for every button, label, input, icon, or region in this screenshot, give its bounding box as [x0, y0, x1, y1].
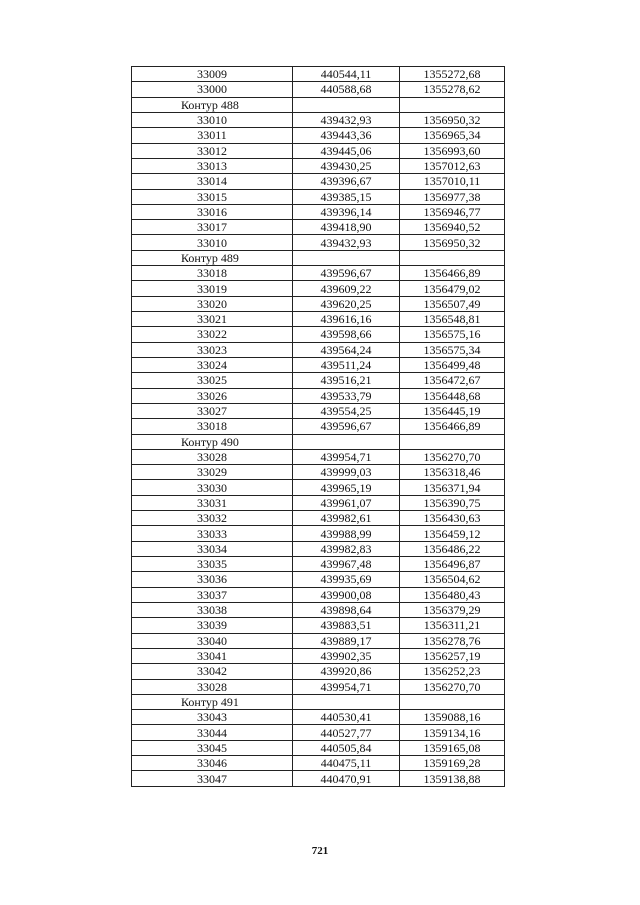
- x-coordinate-cell: 439920,86: [293, 664, 400, 679]
- y-coordinate-cell: 1356486,22: [400, 541, 505, 556]
- point-number-cell: 33018: [132, 266, 293, 281]
- table-row: [132, 327, 505, 342]
- point-number-cell: 33023: [132, 342, 293, 357]
- y-coordinate-cell: 1356504,62: [400, 572, 505, 587]
- contour-name-cell: Контур 490: [132, 434, 293, 449]
- x-coordinate-cell: 439418,90: [293, 220, 400, 235]
- y-coordinate-cell: 1357012,63: [400, 158, 505, 173]
- y-coordinate-cell: 1356448,68: [400, 388, 505, 403]
- x-coordinate-cell: 439596,67: [293, 419, 400, 434]
- x-coordinate-cell: 439898,64: [293, 602, 400, 617]
- table-row: [132, 756, 505, 771]
- point-number-cell: 33032: [132, 511, 293, 526]
- y-coordinate-cell: 1356946,77: [400, 204, 505, 219]
- table-row: [132, 312, 505, 327]
- point-number-cell: 33030: [132, 480, 293, 495]
- point-number-cell: 33009: [132, 67, 293, 82]
- point-number-cell: 33027: [132, 403, 293, 418]
- contour-header-row: [132, 250, 505, 265]
- y-cell: [400, 434, 505, 449]
- x-coordinate-cell: 439889,17: [293, 633, 400, 648]
- y-coordinate-cell: 1356479,02: [400, 281, 505, 296]
- point-number-cell: 33025: [132, 373, 293, 388]
- coordinates-table: [131, 66, 505, 787]
- table-row: [132, 189, 505, 204]
- point-number-cell: 33014: [132, 174, 293, 189]
- contour-header-row: [132, 97, 505, 112]
- y-coordinate-cell: 1356472,67: [400, 373, 505, 388]
- x-coordinate-cell: 440475,11: [293, 756, 400, 771]
- point-number-cell: 33042: [132, 664, 293, 679]
- table-row: [132, 403, 505, 418]
- point-number-cell: 33017: [132, 220, 293, 235]
- x-coordinate-cell: 439961,07: [293, 495, 400, 510]
- x-coordinate-cell: 439385,15: [293, 189, 400, 204]
- x-coordinate-cell: 439443,36: [293, 128, 400, 143]
- x-coordinate-cell: 439432,93: [293, 235, 400, 250]
- point-number-cell: 33040: [132, 633, 293, 648]
- y-coordinate-cell: 1356480,43: [400, 587, 505, 602]
- x-coordinate-cell: 439954,71: [293, 449, 400, 464]
- x-coordinate-cell: 439883,51: [293, 618, 400, 633]
- y-coordinate-cell: 1356466,89: [400, 266, 505, 281]
- y-coordinate-cell: 1356548,81: [400, 312, 505, 327]
- table-row: [132, 511, 505, 526]
- table-row: [132, 373, 505, 388]
- x-cell: [293, 97, 400, 112]
- point-number-cell: 33046: [132, 756, 293, 771]
- x-coordinate-cell: 439954,71: [293, 679, 400, 694]
- x-coordinate-cell: 439445,06: [293, 143, 400, 158]
- x-coordinate-cell: 439564,24: [293, 342, 400, 357]
- x-coordinate-cell: 439999,03: [293, 465, 400, 480]
- x-coordinate-cell: 439900,08: [293, 587, 400, 602]
- y-coordinate-cell: 1356445,19: [400, 403, 505, 418]
- table-row: [132, 112, 505, 127]
- point-number-cell: 33012: [132, 143, 293, 158]
- point-number-cell: 33018: [132, 419, 293, 434]
- point-number-cell: 33038: [132, 602, 293, 617]
- y-coordinate-cell: 1356252,23: [400, 664, 505, 679]
- table-row: [132, 419, 505, 434]
- x-coordinate-cell: 440527,77: [293, 725, 400, 740]
- point-number-cell: 33047: [132, 771, 293, 786]
- y-coordinate-cell: 1356496,87: [400, 557, 505, 572]
- point-number-cell: 33034: [132, 541, 293, 556]
- table-row: [132, 342, 505, 357]
- point-number-cell: 33044: [132, 725, 293, 740]
- point-number-cell: 33013: [132, 158, 293, 173]
- y-coordinate-cell: 1359165,08: [400, 740, 505, 755]
- table-row: [132, 541, 505, 556]
- y-coordinate-cell: 1356575,16: [400, 327, 505, 342]
- point-number-cell: 33000: [132, 82, 293, 97]
- y-coordinate-cell: 1359138,88: [400, 771, 505, 786]
- point-number-cell: 33043: [132, 710, 293, 725]
- table-row: [132, 480, 505, 495]
- y-coordinate-cell: 1356499,48: [400, 357, 505, 372]
- x-coordinate-cell: 439430,25: [293, 158, 400, 173]
- x-coordinate-cell: 440530,41: [293, 710, 400, 725]
- y-coordinate-cell: 1356459,12: [400, 526, 505, 541]
- table-row: [132, 572, 505, 587]
- y-coordinate-cell: 1356993,60: [400, 143, 505, 158]
- table-row: [132, 710, 505, 725]
- table-row: [132, 633, 505, 648]
- y-coordinate-cell: 1356278,76: [400, 633, 505, 648]
- point-number-cell: 33031: [132, 495, 293, 510]
- table-row: [132, 204, 505, 219]
- y-coordinate-cell: 1356430,63: [400, 511, 505, 526]
- x-coordinate-cell: 439616,16: [293, 312, 400, 327]
- point-number-cell: 33020: [132, 296, 293, 311]
- table-row: [132, 388, 505, 403]
- y-coordinate-cell: 1359088,16: [400, 710, 505, 725]
- x-coordinate-cell: 439511,24: [293, 357, 400, 372]
- y-coordinate-cell: 1356950,32: [400, 112, 505, 127]
- x-coordinate-cell: 439596,67: [293, 266, 400, 281]
- x-coordinate-cell: 439396,67: [293, 174, 400, 189]
- table-row: [132, 281, 505, 296]
- y-coordinate-cell: 1356977,38: [400, 189, 505, 204]
- point-number-cell: 33021: [132, 312, 293, 327]
- table-row: [132, 587, 505, 602]
- point-number-cell: 33015: [132, 189, 293, 204]
- contour-name-cell: Контур 488: [132, 97, 293, 112]
- x-coordinate-cell: 439554,25: [293, 403, 400, 418]
- table-row: [132, 618, 505, 633]
- table-row: [132, 357, 505, 372]
- page-number: 721: [311, 845, 329, 857]
- x-coordinate-cell: 439988,99: [293, 526, 400, 541]
- point-number-cell: 33019: [132, 281, 293, 296]
- table-row: [132, 67, 505, 82]
- table-row: [132, 771, 505, 786]
- x-coordinate-cell: 439516,21: [293, 373, 400, 388]
- x-coordinate-cell: 439533,79: [293, 388, 400, 403]
- point-number-cell: 33035: [132, 557, 293, 572]
- y-coordinate-cell: 1356270,70: [400, 449, 505, 464]
- table-row: [132, 235, 505, 250]
- x-coordinate-cell: 439598,66: [293, 327, 400, 342]
- y-cell: [400, 97, 505, 112]
- table-row: [132, 664, 505, 679]
- point-number-cell: 33026: [132, 388, 293, 403]
- y-coordinate-cell: 1356507,49: [400, 296, 505, 311]
- y-coordinate-cell: 1356379,29: [400, 602, 505, 617]
- table-row: [132, 526, 505, 541]
- table-row: [132, 465, 505, 480]
- x-coordinate-cell: 440588,68: [293, 82, 400, 97]
- point-number-cell: 33016: [132, 204, 293, 219]
- x-coordinate-cell: 439396,14: [293, 204, 400, 219]
- table-row: [132, 679, 505, 694]
- y-coordinate-cell: 1356371,94: [400, 480, 505, 495]
- point-number-cell: 33033: [132, 526, 293, 541]
- point-number-cell: 33011: [132, 128, 293, 143]
- table-row: [132, 158, 505, 173]
- x-coordinate-cell: 439620,25: [293, 296, 400, 311]
- y-coordinate-cell: 1357010,11: [400, 174, 505, 189]
- point-number-cell: 33029: [132, 465, 293, 480]
- point-number-cell: 33037: [132, 587, 293, 602]
- point-number-cell: 33028: [132, 449, 293, 464]
- x-coordinate-cell: 439982,83: [293, 541, 400, 556]
- point-number-cell: 33036: [132, 572, 293, 587]
- table-row: [132, 266, 505, 281]
- table-row: [132, 449, 505, 464]
- point-number-cell: 33022: [132, 327, 293, 342]
- y-coordinate-cell: 1359134,16: [400, 725, 505, 740]
- y-coordinate-cell: 1356950,32: [400, 235, 505, 250]
- y-coordinate-cell: 1356466,89: [400, 419, 505, 434]
- x-coordinate-cell: 440505,84: [293, 740, 400, 755]
- table-row: [132, 648, 505, 663]
- y-cell: [400, 694, 505, 709]
- x-coordinate-cell: 440544,11: [293, 67, 400, 82]
- x-coordinate-cell: 439432,93: [293, 112, 400, 127]
- point-number-cell: 33039: [132, 618, 293, 633]
- point-number-cell: 33041: [132, 648, 293, 663]
- y-coordinate-cell: 1356965,34: [400, 128, 505, 143]
- table-row: [132, 296, 505, 311]
- x-coordinate-cell: 439935,69: [293, 572, 400, 587]
- contour-name-cell: Контур 491: [132, 694, 293, 709]
- point-number-cell: 33024: [132, 357, 293, 372]
- table-row: [132, 557, 505, 572]
- y-coordinate-cell: 1359169,28: [400, 756, 505, 771]
- point-number-cell: 33028: [132, 679, 293, 694]
- point-number-cell: 33010: [132, 235, 293, 250]
- point-number-cell: 33010: [132, 112, 293, 127]
- x-coordinate-cell: 439902,35: [293, 648, 400, 663]
- contour-header-row: [132, 434, 505, 449]
- x-coordinate-cell: 439982,61: [293, 511, 400, 526]
- y-coordinate-cell: 1356390,75: [400, 495, 505, 510]
- x-cell: [293, 250, 400, 265]
- x-cell: [293, 694, 400, 709]
- x-cell: [293, 434, 400, 449]
- point-number-cell: 33045: [132, 740, 293, 755]
- table-row: [132, 82, 505, 97]
- contour-name-cell: Контур 489: [132, 250, 293, 265]
- table-row: [132, 174, 505, 189]
- table-row: [132, 143, 505, 158]
- contour-header-row: [132, 694, 505, 709]
- x-coordinate-cell: 439609,22: [293, 281, 400, 296]
- coordinates-table-body: [132, 67, 505, 787]
- table-row: [132, 740, 505, 755]
- y-coordinate-cell: 1356311,21: [400, 618, 505, 633]
- y-coordinate-cell: 1356940,52: [400, 220, 505, 235]
- y-coordinate-cell: 1355278,62: [400, 82, 505, 97]
- y-coordinate-cell: 1356257,19: [400, 648, 505, 663]
- y-cell: [400, 250, 505, 265]
- table-row: [132, 495, 505, 510]
- y-coordinate-cell: 1356270,70: [400, 679, 505, 694]
- table-row: [132, 602, 505, 617]
- table-row: [132, 725, 505, 740]
- x-coordinate-cell: 440470,91: [293, 771, 400, 786]
- x-coordinate-cell: 439967,48: [293, 557, 400, 572]
- table-row: [132, 220, 505, 235]
- y-coordinate-cell: 1355272,68: [400, 67, 505, 82]
- table-row: [132, 128, 505, 143]
- y-coordinate-cell: 1356575,34: [400, 342, 505, 357]
- x-coordinate-cell: 439965,19: [293, 480, 400, 495]
- y-coordinate-cell: 1356318,46: [400, 465, 505, 480]
